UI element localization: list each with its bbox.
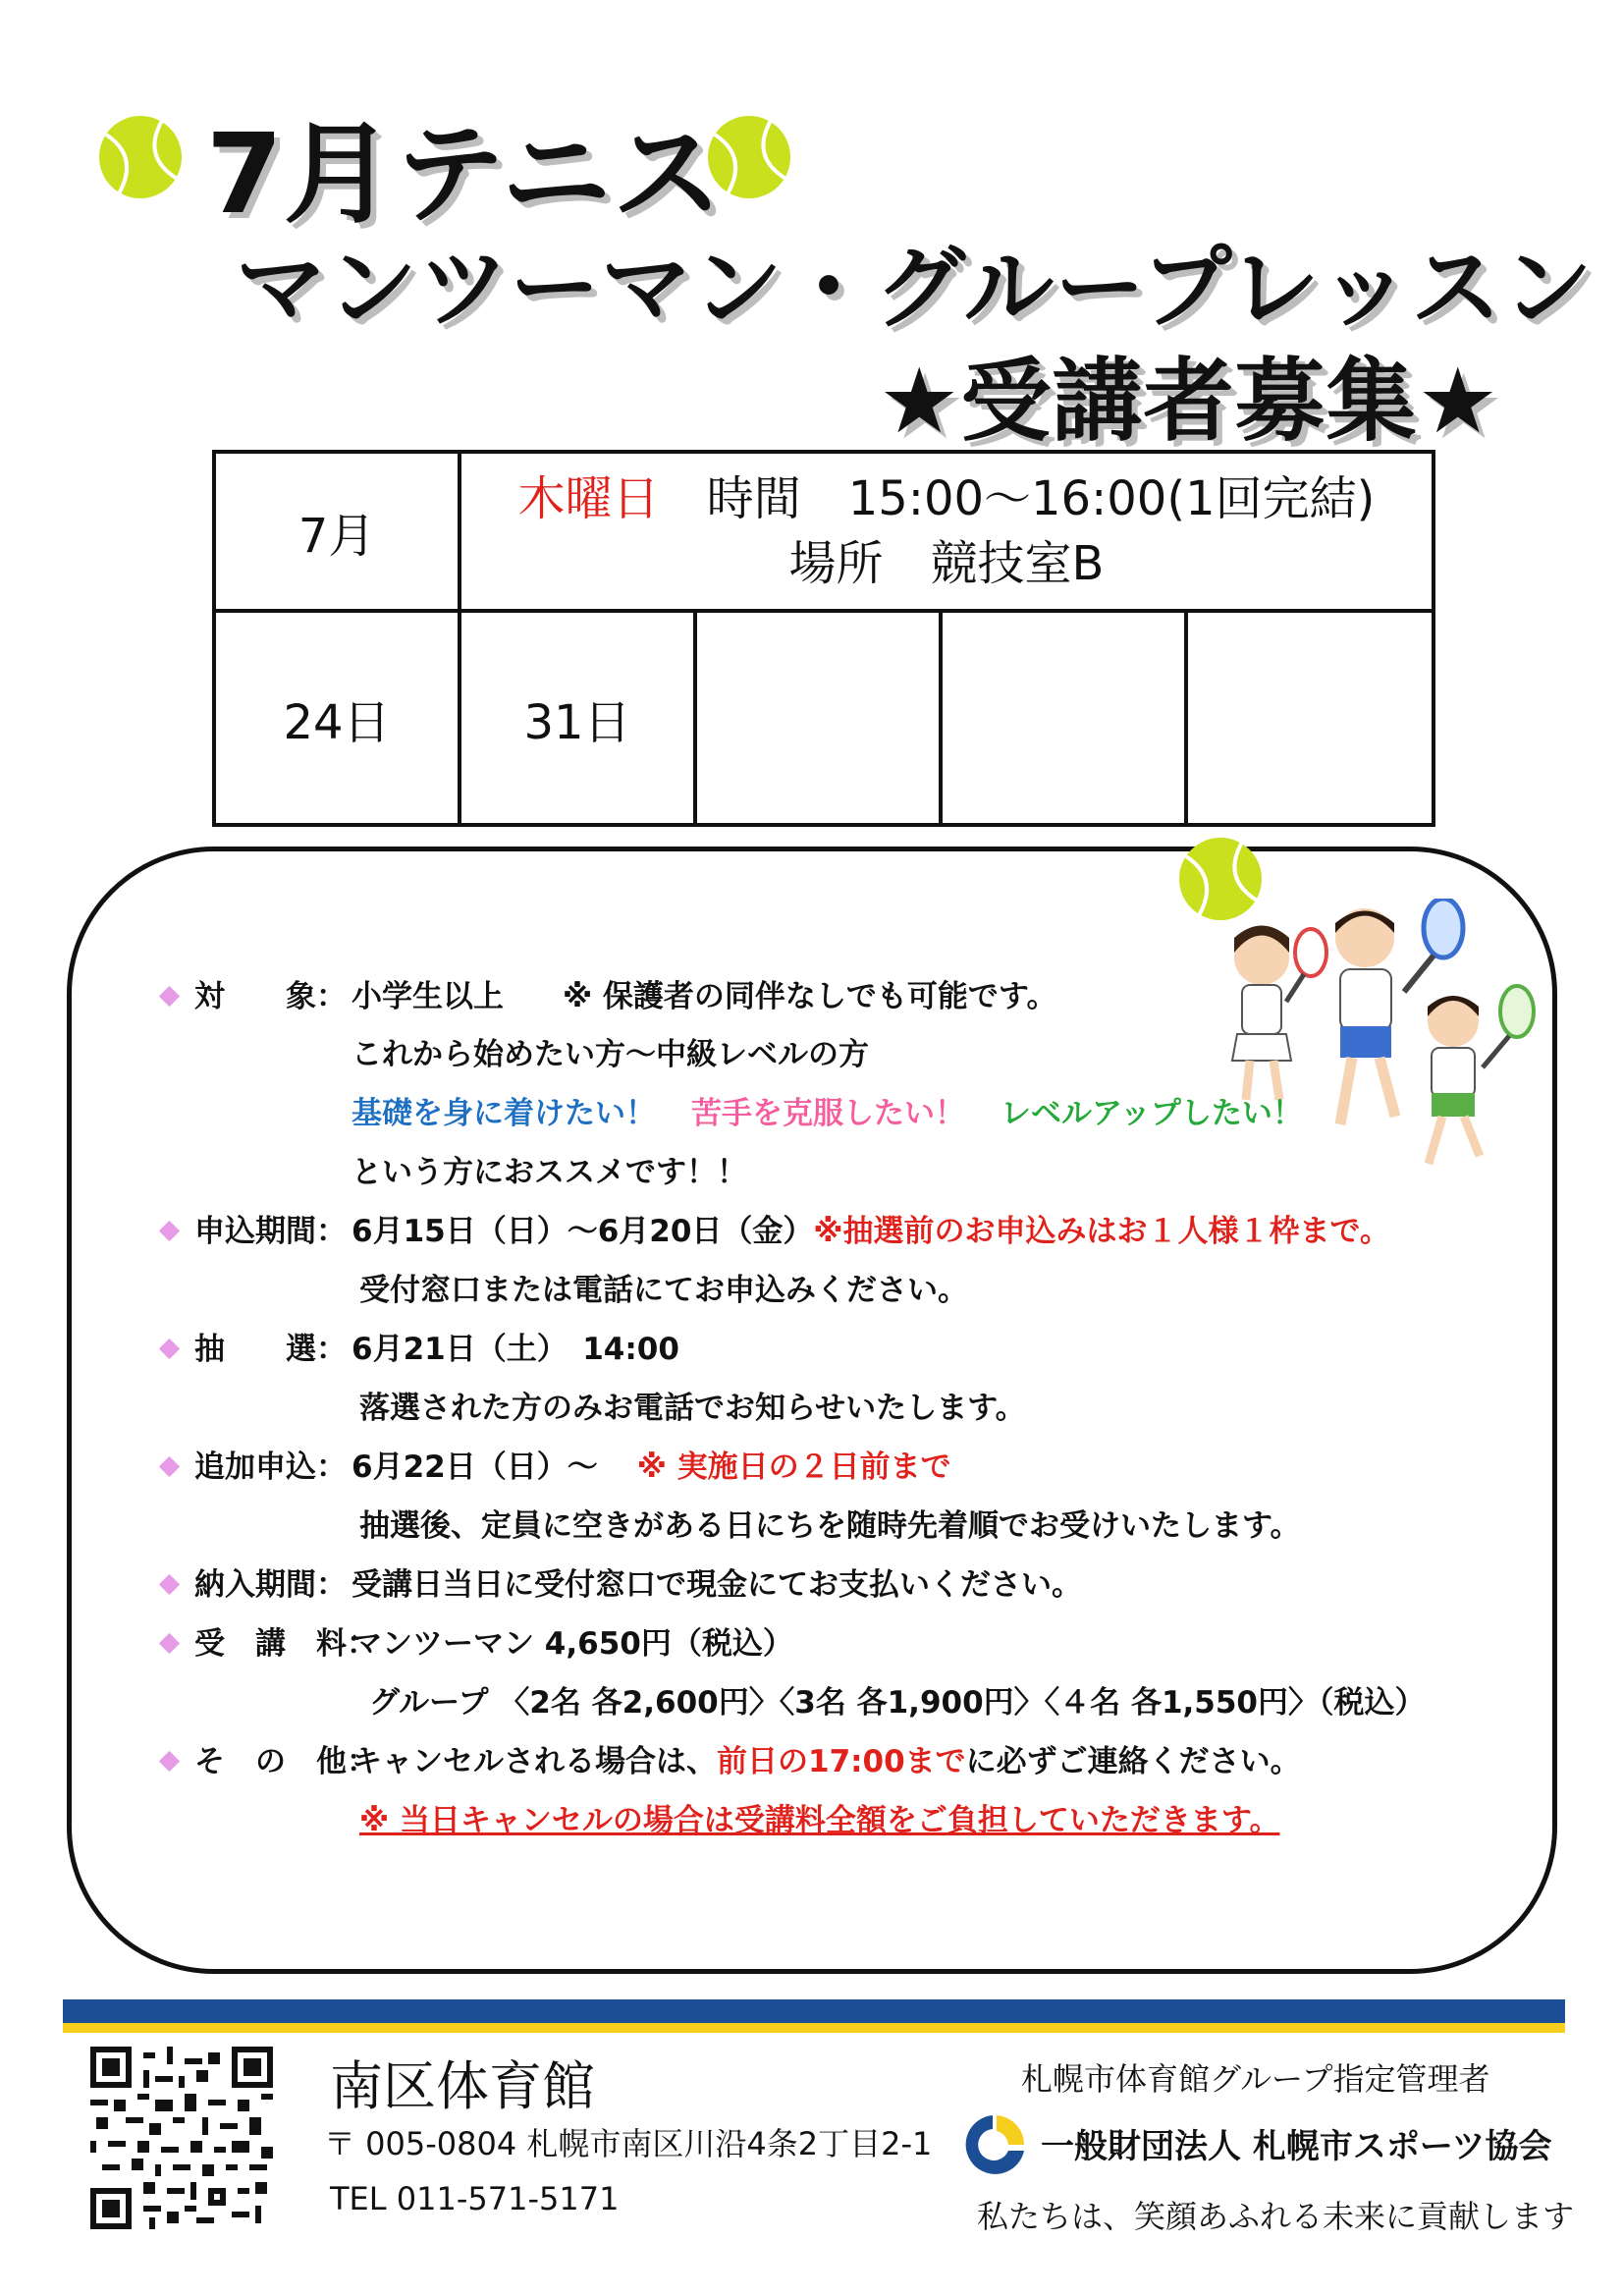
venue-name: 南区体育館 (330, 2055, 595, 2117)
qr-code-icon (90, 2045, 273, 2231)
title-line1: 7月テニス (206, 111, 724, 239)
additional-value: 6月22日（日）～ (352, 1449, 598, 1485)
payment-row (162, 1565, 1082, 1605)
target-note: ※ 保護者の同伴なしでも可能です。 (563, 979, 1057, 1014)
diamond-bullet-icon (159, 1633, 180, 1654)
other-line2: ※ 当日キャンセルの場合は受講料全額をご負担していただきます。 (359, 1803, 1280, 1838)
schedule-table (212, 450, 1435, 827)
lottery-value: 6月21日（土） 14:00 (352, 1332, 679, 1367)
day-label: 木曜日 (517, 471, 660, 526)
diamond-bullet-icon (159, 986, 180, 1007)
time-line (461, 466, 1432, 531)
fee-value: マンツーマン 4,650円（税込） (352, 1626, 793, 1662)
lottery-label: 抽 選： (194, 1332, 347, 1367)
slogan-overcome: 苦手を克服したい！ (691, 1096, 965, 1131)
other-value-a: キャンセルされる場合は、 (352, 1744, 717, 1779)
place-text: 場所 競技室B (788, 536, 1105, 591)
organization-motto: 私たちは、笑顔あふれる未来に貢献します (977, 2198, 1575, 2235)
target-line4: という方におススメです！！ (352, 1155, 747, 1190)
title-line2: マンツーマン・グループレッスン (236, 236, 1595, 341)
other-label: そ の 他： (194, 1744, 377, 1779)
diamond-bullet-icon (159, 1339, 180, 1359)
slogan-levelup: レベルアップしたい！ (1001, 1096, 1303, 1131)
fee-row (162, 1624, 793, 1664)
kids-playing-tennis-illustration (1203, 899, 1546, 1183)
date-cell (941, 611, 1186, 825)
manager-label: 札幌市体育館グループ指定管理者 (1021, 2060, 1490, 2098)
diamond-bullet-icon (159, 1456, 180, 1477)
venue-phone: TEL 011-571-5171 (330, 2180, 620, 2217)
organization-name: 一般財団法人 札幌市スポーツ協会 (1041, 2127, 1552, 2166)
target-value: 小学生以上 (352, 979, 504, 1014)
other-value-deadline: 前日の17:00まで (717, 1744, 966, 1779)
additional-line2: 抽選後、定員に空きがある日にちを随時先着順でお受けいたします。 (359, 1508, 1301, 1544)
month-cell (214, 452, 460, 611)
date-cell (1186, 611, 1434, 825)
other-row (162, 1742, 1301, 1781)
payment-label: 納入期間： (194, 1567, 347, 1603)
fee-label: 受 講 料： (194, 1626, 377, 1662)
apply-label: 申込期間： (194, 1214, 347, 1249)
lottery-row (162, 1330, 679, 1369)
month-label: 7月 (298, 508, 376, 564)
target-line2: これから始めたい方～中級レベルの方 (352, 1037, 869, 1072)
sapporo-sports-association-logo (957, 2111, 1028, 2176)
title-line3: ★受講者募集★ (879, 349, 1499, 454)
additional-note: ※ 実施日の２日前まで (636, 1449, 951, 1485)
apply-value: 6月15日（日）～6月20日（金） (352, 1214, 814, 1249)
schedule-header-cell (460, 452, 1434, 611)
lottery-line2: 落選された方のみお電話でお知らせいたします。 (359, 1391, 1026, 1426)
date-cell: 24日 (214, 611, 460, 825)
date-cell: 31日 (460, 611, 695, 825)
diamond-bullet-icon (159, 1574, 180, 1595)
time-text: 時間 15:00～16:00(1回完結) (706, 471, 1376, 526)
fee-line2: グループ 〈2名 各2,600円〉〈3名 各1,900円〉〈４名 各1,550円〉（税込） (369, 1685, 1426, 1721)
footer-stripe-blue (63, 1999, 1565, 2023)
target-row (162, 977, 1056, 1016)
diamond-bullet-icon (159, 1751, 180, 1772)
venue-address: 〒 005-0804 札幌市南区川沿4条2丁目2-1 (324, 2125, 933, 2162)
diamond-bullet-icon (159, 1221, 180, 1241)
apply-row (162, 1212, 1390, 1251)
footer-stripe-yellow (63, 2023, 1565, 2033)
target-label: 対 象： (194, 979, 347, 1014)
payment-value: 受講日当日に受付窓口で現金にてお支払いください。 (352, 1567, 1082, 1603)
apply-note: ※抽選前のお申込みはお１人様１枠まで。 (813, 1214, 1390, 1249)
tennis-ball-icon (96, 113, 185, 201)
other-value-c: に必ずご連絡ください。 (965, 1744, 1301, 1779)
date-cell (695, 611, 941, 825)
additional-row (162, 1448, 951, 1487)
additional-label: 追加申込： (194, 1449, 347, 1485)
apply-line2: 受付窓口または電話にてお申込みください。 (359, 1273, 968, 1308)
target-slogans (352, 1094, 1303, 1133)
slogan-basics: 基礎を身に着けたい！ (352, 1096, 656, 1131)
